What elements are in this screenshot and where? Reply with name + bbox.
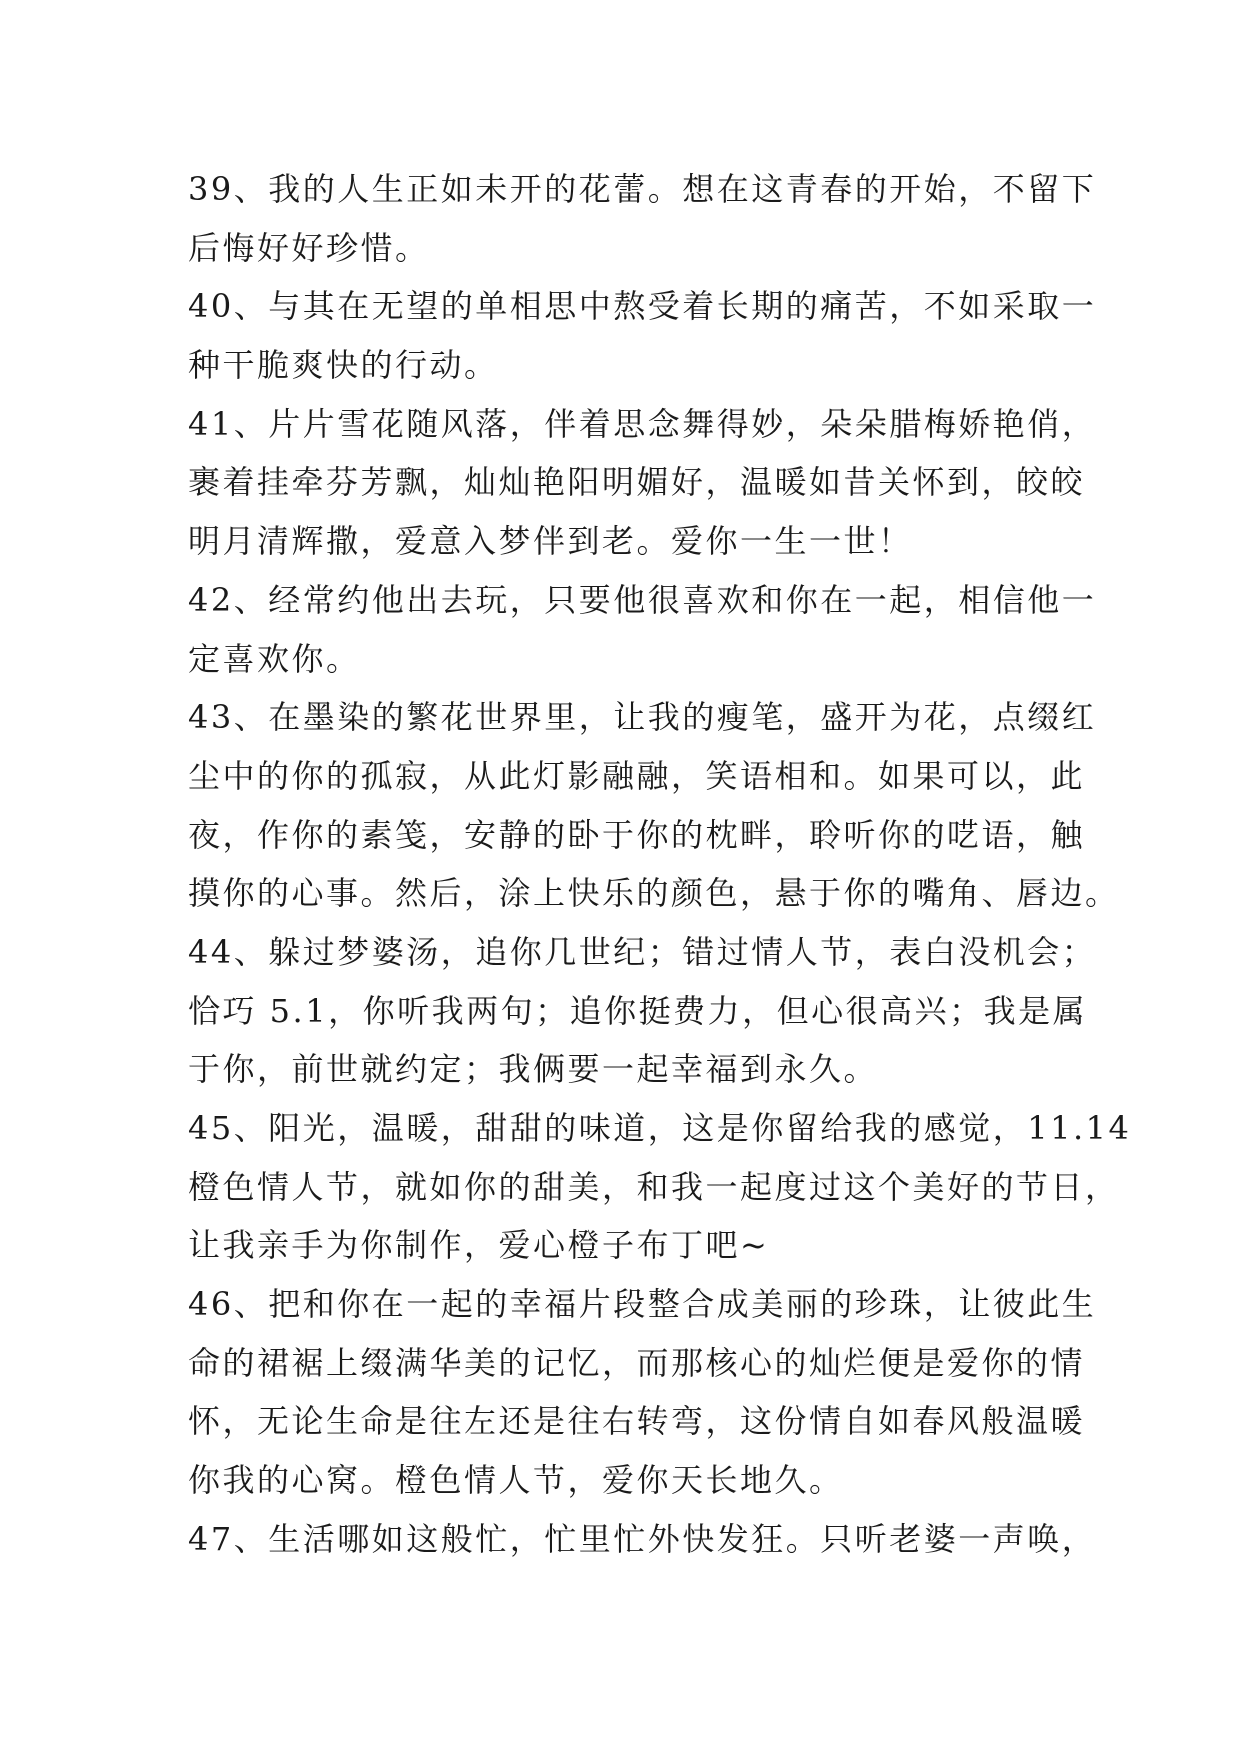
text-line: 橙色情人节，就如你的甜美，和我一起度过这个美好的节日， [188, 1167, 1120, 1206]
text-line: 45、阳光，温暖，甜甜的味道，这是你留给我的感觉，11.14 [188, 1109, 1132, 1147]
text-line: 明月清辉撒，爱意入梦伴到老。爱你一生一世！ [188, 522, 913, 561]
text-line: 怀，无论生命是往左还是往右转弯，这份情自如春风般温暖 [188, 1402, 1086, 1441]
text-line: 种干脆爽快的行动。 [188, 346, 499, 385]
text-line: 定喜欢你。 [188, 639, 361, 678]
text-line: 于你，前世就约定；我俩要一起幸福到永久。 [188, 1050, 879, 1089]
text-line: 42、经常约他出去玩，只要他很喜欢和你在一起，相信他一 [188, 580, 1097, 619]
text-line: 你我的心窝。橙色情人节，爱你天长地久。 [188, 1461, 844, 1500]
text-line: 后悔好好珍惜。 [188, 228, 430, 267]
text-line: 尘中的你的孤寂，从此灯影融融，笑语相和。如果可以，此 [188, 756, 1086, 795]
text-line: 47、生活哪如这般忙，忙里忙外快发狂。只听老婆一声唤， [188, 1519, 1097, 1558]
text-line: 摸你的心事。然后，涂上快乐的颜色，悬于你的嘴角、唇边。 [188, 874, 1120, 913]
text-line: 命的裙裾上缀满华美的记忆，而那核心的灿烂便是爱你的情 [188, 1343, 1086, 1382]
document-body [188, 160, 1132, 1569]
text-line: 恰巧 5.1，你听我两句；追你挺费力，但心很高兴；我是属 [188, 991, 1088, 1030]
text-line: 39、我的人生正如未开的花蕾。想在这青春的开始，不留下 [188, 170, 1097, 208]
text-line: 40、与其在无望的单相思中熬受着长期的痛苦，不如采取一 [188, 287, 1097, 326]
text-line: 44、躲过梦婆汤，追你几世纪；错过情人节，表白没机会； [188, 932, 1097, 971]
text-line: 裹着挂牵芬芳飘，灿灿艳阳明媚好，温暖如昔关怀到，皎皎 [188, 463, 1086, 502]
text-line: 46、把和你在一起的幸福片段整合成美丽的珍珠，让彼此生 [188, 1285, 1097, 1324]
text-line: 41、片片雪花随风落，伴着思念舞得妙，朵朵腊梅娇艳俏， [188, 404, 1097, 443]
text-line: 夜，作你的素笺，安静的卧于你的枕畔，聆听你的呓语，触 [188, 815, 1086, 854]
text-line: 让我亲手为你制作，爱心橙子布丁吧~ [188, 1226, 770, 1265]
text-line: 43、在墨染的繁花世界里，让我的瘦笔，盛开为花，点缀红 [188, 698, 1097, 737]
